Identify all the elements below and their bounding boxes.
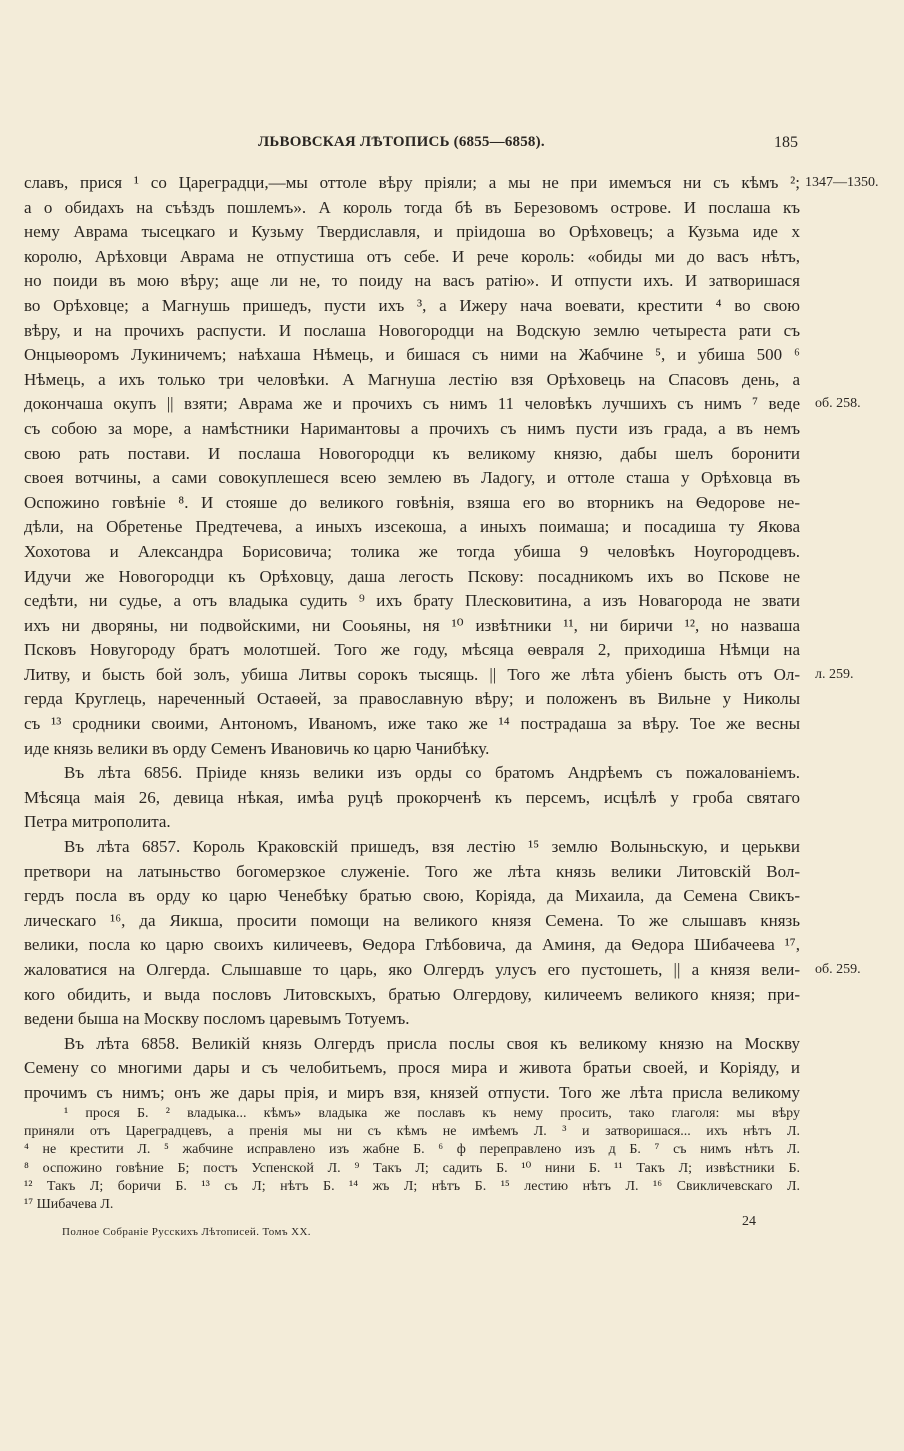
text-line: нему Аврама тысецкаго и Кузьму Твердиславля, и пріидоша во Орѣховецъ; а Кузьма иде х — [24, 222, 800, 242]
text-line: дѣли, на Обретенье Предтечева, а иныхъ изсекоша, а иныхъ поимаша; и посадиша ту Якова — [24, 517, 800, 537]
footer-series-title: Полное Собраніе Русскихъ Лѣтописей. Томъ XX. — [62, 1226, 311, 1238]
footnote-line: ¹² Такъ Л; боричи Б. ¹³ съ Л; нѣтъ Б. ¹⁴ жъ Л; нѣтъ Б. ¹⁵ лестию нѣтъ Л. ¹⁶ Свикличевскаго Л. — [24, 1178, 800, 1194]
footer-signature-number: 24 — [742, 1214, 756, 1229]
margin-note: 1347—1350. — [805, 175, 879, 190]
running-header — [258, 134, 798, 156]
text-line: лическаго ¹⁶, да Яикша, просити помощи на великого князя Семена. То же слышавъ князь — [24, 910, 800, 930]
text-line: гердъ посла въ орду ко царю Ченебѣку братью свою, Коріяда, да Михаила, да Семена Свикъ- — [24, 886, 800, 906]
body-text — [24, 171, 800, 1106]
text-line: Въ лѣта 6857. Король Краковскій пришедъ, взя лестію ¹⁵ землю Волыньскую, и церькви — [64, 837, 800, 857]
text-line: своея вотчины, а сами совокуплешеся всею землею въ Ладогу, и оттоле сташа у Орѣховца въ — [24, 468, 800, 488]
page-number: 185 — [774, 134, 798, 151]
footnotes — [24, 1105, 800, 1214]
text-line: Мѣсяца маія 26, девица нѣкая, имѣа руцѣ прокорченѣ къ персемъ, исцѣлѣ у гроба святаго — [24, 787, 800, 807]
text-line: но поиди въ мою вѣру; аще ли не, то поиду на васъ ратію». И отпусти ихъ. И затворишася — [24, 271, 800, 291]
text-line: Нѣмець, а ихъ только три человѣки. А Магнуша лестію взя Орѣховець на Спасовъ день, а — [24, 369, 800, 389]
text-line: жаловатися на Олгерда. Слышавше то царь, яко Олгердъ улусъ его пустошеть, || а князя вели- — [24, 960, 800, 979]
text-line: королю, Арѣховци Аврама не отпустиша отъ себе. И рече король: «обиды ми до васъ нѣтъ, — [24, 246, 800, 266]
margin-note: об. 258. — [815, 396, 861, 412]
text-line: съ ¹³ сродники своими, Антономъ, Иваномъ, иже тако же ¹⁴ пострадаша за вѣру. Тое же весны — [24, 714, 800, 734]
footnote-line: ⁴ не крестити Л. ⁵ жабчине исправлено изъ жабне Б. ⁶ ф переправлено изъ д Б. ⁷ съ нимъ нѣтъ Л. — [24, 1142, 800, 1158]
text-line: Петра митрополита. — [24, 812, 171, 832]
text-line: ведени быша на Москву посломъ царевымъ Тотуемъ. — [24, 1009, 410, 1029]
text-line: иде князь велики въ орду Семенъ Ивановичь ко царю Чанибѣку. — [24, 738, 490, 758]
text-line: а о обидахъ на съѣздъ пошлемъ». А король тогда бѣ въ Березовомъ острове. И послаша къ — [24, 197, 800, 217]
text-line: седѣти, ни судье, а отъ владыка судить ⁹ ихъ брату Плесковитина, а изъ Новагорода не звати — [24, 591, 800, 611]
footnote-line: ¹⁷ Шибачева Л. — [24, 1196, 114, 1212]
text-line: Идучи же Новогородци къ Орѣховцу, даша легость Пскову: посадникомъ ихъ во Пскове не — [24, 566, 800, 586]
text-line: ихъ ни дворяны, ни подвойскими, ни Сооьяны, ня ¹⁰ извѣтники ¹¹, ни биричи ¹², но назваша — [24, 615, 800, 635]
text-line: вѣру, и на прочихъ распусти. И послаша Новогородци на Водскую землю четыреста рати съ — [24, 320, 800, 340]
margin-note: об. 259. — [815, 962, 861, 978]
footnote-line: приняли отъ Цареградцевъ, а пренія мы ни съ кѣмъ не имѣемъ Л. ³ и затворишася... ихъ нѣтъ Л. — [24, 1124, 800, 1140]
text-line: Псковъ Новугороду братъ молотшей. Того же году, мѣсяца ѳевраля 2, приходиша Нѣмци на — [24, 640, 800, 660]
text-line: Семену со многими дары и съ челобитьемъ, прося мира и живота братьи своей, и Коріяду, и — [24, 1058, 800, 1078]
text-line: герда Круглець, нареченный Остаѳей, за православную вѣру; и положенъ въ Вильне у Николы — [24, 689, 800, 709]
text-line: претвори на латыньство богомерзкое служеніе. Того же лѣта князь велики Литовскій Вол- — [24, 861, 800, 881]
text-line: славъ, прися ¹ со Цареградци,—мы оттоле вѣру пріяли; а мы не при имемъся ни съ кѣмъ ²; — [24, 173, 800, 192]
text-line: Онцыѳоромъ Лукиничемъ; наѣхаша Нѣмець, и бишася съ ними на Жабчине ⁵, и убиша 500 ⁶ — [24, 345, 800, 365]
text-line: во Орѣховце; а Магнушь пришедъ, пусти ихъ ³, а Ижеру нача воевати, крестити ⁴ во свою — [24, 295, 800, 315]
text-line: Литву, и бысть бой золъ, убиша Литвы сорокъ тысящь. || Того же лѣта убіенъ бысть отъ Ол- — [24, 664, 800, 684]
text-line: докончаша окупъ || взяти; Аврама же и прочихъ съ нимъ 11 человѣкъ лучшихъ съ нимъ ⁷ веде — [24, 394, 800, 414]
margin-note: л. 259. — [815, 667, 854, 682]
text-line: Въ лѣта 6858. Великій князь Олгердъ присла послы своя къ великому князю на Москву — [64, 1033, 800, 1053]
text-line: Оспожино говѣніе ⁸. И стояше до великого говѣнія, взяша его во вторникъ на Ѳедорове не- — [24, 492, 800, 512]
text-line: Хохотова и Александра Борисовича; толика же тогда убиша 9 человѣкъ Ноугородцевъ. — [24, 541, 800, 561]
text-line: съ собою за море, а намѣстники Наримантовы а прочихъ съ нимъ пусти изъ града, а въ немъ — [24, 418, 800, 438]
text-line: свою рать постави. И послаша Новогородци къ великому князю, дабы шелъ боронити — [24, 443, 800, 463]
footnote-line: ¹ прося Б. ² владыка... кѣмъ» владыка же пославъ къ нему просить, тако глаголя: мы вѣру — [64, 1106, 800, 1121]
text-line: Въ лѣта 6856. Пріиде князь велики изъ орды со братомъ Андрѣемъ съ пожалованіемъ. — [64, 763, 800, 783]
text-line: прочимъ съ нимъ; онъ же дары прія, и миръ взя, князей отпусти. Того же лѣта присла великому — [24, 1082, 800, 1102]
footnote-line: ⁸ оспожино говѣние Б; постъ Успенской Л. ⁹ Такъ Л; садить Б. ¹⁰ нини Б. ¹¹ Такъ Л; извѣстники Б. — [24, 1160, 800, 1176]
text-line: кого обидить, и выда пословъ Литовскыхъ, братью Олгердову, киличеемъ великого князя; при- — [24, 984, 800, 1004]
text-line: велики, посла ко царю своихъ киличеевъ, Ѳедора Глѣбовича, да Аминя, да Ѳедора Шибачеева ¹⁷, — [24, 935, 800, 955]
header-title: ЛЬВОВСКАЯ ЛѢТОПИСЬ (6855—6858). — [258, 134, 545, 150]
